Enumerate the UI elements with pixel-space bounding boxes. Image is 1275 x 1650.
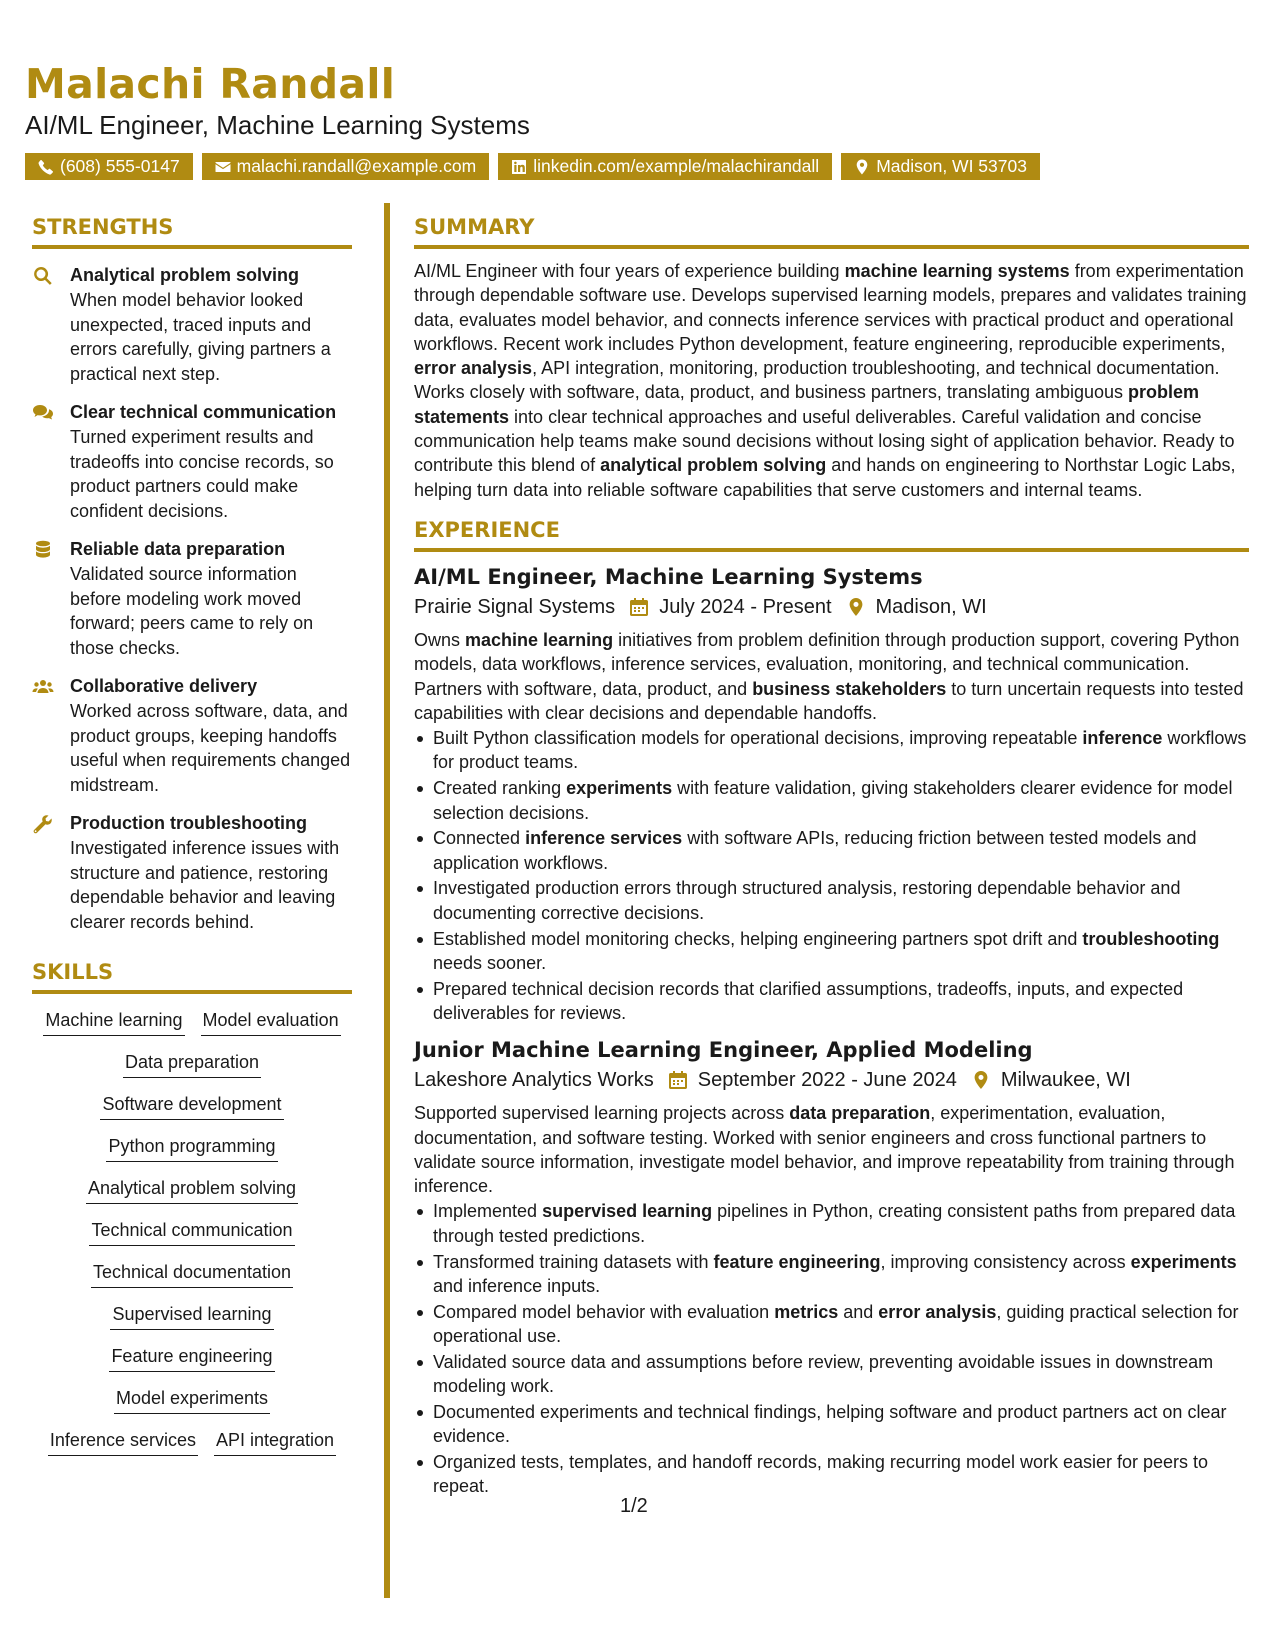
bullet-item: Prepared technical decision records that clarified assumptions, tradeoffs, inputs, and expected deliverables for reviews.	[414, 977, 1249, 1026]
job-entry	[414, 1035, 1249, 1498]
summary-heading: SUMMARY	[414, 215, 1249, 249]
strength-title: Reliable data preparation	[70, 539, 286, 559]
candidate-title: AI/ML Engineer, Machine Learning Systems	[25, 110, 530, 140]
strength-title: Clear technical communication	[70, 402, 337, 422]
job-bullets	[414, 726, 1249, 1025]
bullet-item: Organized tests, templates, and handoff records, making recurring model work easier for peers to repeat.	[414, 1450, 1249, 1499]
skill-tag: Model evaluation	[201, 1008, 341, 1036]
job-meta	[414, 1065, 1249, 1095]
strengths-heading: STRENGTHS	[32, 215, 352, 249]
strength-desc: Turned experiment results and tradeoffs into concise records, so product partners could make confident decisions.	[70, 427, 334, 521]
search-icon	[32, 265, 54, 287]
users-icon	[32, 676, 54, 698]
phone-icon	[38, 159, 54, 175]
map-pin-icon	[971, 1070, 991, 1090]
strength-title: Collaborative delivery	[70, 676, 258, 696]
right-column	[414, 215, 1249, 1500]
skills-list	[32, 1008, 352, 1456]
bullet-item: Established model monitoring checks, helping engineering partners spot drift and troubleshooting needs sooner.	[414, 927, 1249, 976]
job-summary: Supported supervised learning projects across data preparation, experimentation, evaluation, documentation, and software testing. Worked with senior engineers and cross functional partners to validate source information, investigate model behavior, and improve repeatability from training through inference.	[414, 1103, 1235, 1197]
left-column	[32, 215, 352, 1456]
strength-desc: Investigated inference issues with structure and patience, restoring dependable behavior and leaving clearer records behind.	[70, 838, 340, 932]
bullet-item: Created ranking experiments with feature validation, giving stakeholders clearer evidence for model selection decisions.	[414, 776, 1249, 825]
skill-tag: Software development	[100, 1092, 283, 1120]
bullet-item: Connected inference services with software APIs, reducing friction between tested models and application workflows.	[414, 826, 1249, 875]
database-icon	[32, 539, 54, 561]
job-location: Madison, WI	[875, 595, 987, 618]
strength-title: Analytical problem solving	[70, 265, 300, 285]
comments-icon	[32, 402, 54, 424]
skill-tag: Technical communication	[89, 1218, 294, 1246]
job-title: AI/ML Engineer, Machine Learning Systems	[414, 564, 923, 589]
bullet-item: Implemented supervised learning pipelines in Python, creating consistent paths from prepared data through tested predictions.	[414, 1199, 1249, 1248]
skills-heading: SKILLS	[32, 960, 352, 994]
strength-item	[32, 811, 352, 934]
strength-item	[32, 674, 352, 797]
summary-text: AI/ML Engineer with four years of experience building machine learning systems from experimentation through dependable software use. Develops supervised learning models, prepares and validates training data, evaluates model behavior, and connects inference services with practical product and operational workflows. Recent work includes Python development, feature engineering, reproducible experiments, error analysis, API integration, monitoring, production troubleshooting, and technical documentation. Works closely with software, data, product, and business partners, translating ambiguous problem statements into clear technical approaches and useful deliverables. Careful validation and concise communication help teams make sound decisions without losing sight of application behavior. Ready to contribute this blend of analytical problem solving and hands on engineering to Northstar Logic Labs, helping turn data into reliable software capabilities that serve customers and internal teams.	[414, 261, 1247, 500]
bullet-item: Validated source data and assumptions before review, preventing avoidable issues in downstream modeling work.	[414, 1350, 1249, 1399]
strength-desc: Validated source information before modeling work moved forward; peers came to rely on those checks.	[70, 564, 314, 658]
strength-desc: When model behavior looked unexpected, traced inputs and errors carefully, giving partners a practical next step.	[70, 290, 331, 384]
wrench-icon	[32, 813, 54, 835]
skill-tag: API integration	[214, 1428, 336, 1456]
bullet-item: Compared model behavior with evaluation metrics and error analysis, guiding practical selection for operational use.	[414, 1300, 1249, 1349]
contact-location	[841, 153, 1040, 180]
skills-section	[32, 960, 352, 1456]
candidate-name: Malachi Randall	[25, 60, 396, 108]
contact-location-text: Madison, WI 53703	[876, 156, 1027, 176]
skill-tag: Inference services	[48, 1428, 198, 1456]
job-meta	[414, 592, 1249, 622]
job-bullets	[414, 1199, 1249, 1498]
experience-heading: EXPERIENCE	[414, 518, 1249, 552]
job-summary: Owns machine learning initiatives from problem definition through production support, covering Python models, data workflows, inference services, evaluation, monitoring, and technical communication. Partners with software, data, product, and business stakeholders to turn uncertain requests into tested capabilities with clear decisions and dependable handoffs.	[414, 629, 1244, 723]
calendar-icon	[668, 1070, 688, 1090]
job-title: Junior Machine Learning Engineer, Applied Modeling	[414, 1038, 1033, 1063]
skill-tag: Supervised learning	[110, 1302, 273, 1330]
contact-bar	[25, 153, 1040, 180]
skill-tag: Python programming	[106, 1134, 277, 1162]
skill-tag: Feature engineering	[109, 1344, 274, 1372]
contact-phone[interactable]	[25, 153, 193, 180]
skill-tag: Analytical problem solving	[86, 1176, 298, 1204]
job-company: Prairie Signal Systems	[414, 595, 616, 618]
strength-item	[32, 537, 352, 660]
skill-tag: Machine learning	[43, 1008, 184, 1036]
job-dates: September 2022 - June 2024	[697, 1069, 957, 1092]
column-divider	[384, 203, 390, 1598]
bullet-item: Built Python classification models for operational decisions, improving repeatable inference workflows for product teams.	[414, 726, 1249, 775]
contact-email[interactable]	[202, 153, 490, 180]
skill-tag: Model experiments	[114, 1386, 270, 1414]
job-dates: July 2024 - Present	[659, 595, 832, 618]
linkedin-icon	[511, 159, 527, 175]
job-location: Milwaukee, WI	[1000, 1069, 1131, 1092]
job-entry	[414, 562, 1249, 1025]
bullet-item: Transformed training datasets with feature engineering, improving consistency across experiments and inference inputs.	[414, 1250, 1249, 1299]
contact-phone-text: (608) 555-0147	[60, 156, 180, 176]
page-number: 1/2	[620, 1495, 648, 1517]
bullet-item: Documented experiments and technical findings, helping software and product partners act on clear evidence.	[414, 1400, 1249, 1449]
contact-email-text: malachi.randall@example.com	[236, 156, 477, 176]
strength-title: Production troubleshooting	[70, 813, 307, 833]
skill-tag: Technical documentation	[91, 1260, 293, 1288]
strength-desc: Worked across software, data, and product groups, keeping handoffs useful when requirements changed midstream.	[70, 701, 351, 795]
contact-linkedin-text: linkedin.com/example/malachirandall	[533, 156, 820, 176]
envelope-icon	[215, 159, 231, 175]
calendar-icon	[629, 597, 649, 617]
map-pin-icon	[854, 159, 870, 175]
skill-tag: Data preparation	[123, 1050, 261, 1078]
contact-linkedin[interactable]	[498, 153, 832, 180]
strength-item	[32, 400, 352, 523]
strength-item	[32, 263, 352, 386]
job-company: Lakeshore Analytics Works	[414, 1069, 654, 1092]
map-pin-icon	[846, 597, 866, 617]
bullet-item: Investigated production errors through structured analysis, restoring dependable behavior and documenting corrective decisions.	[414, 876, 1249, 925]
